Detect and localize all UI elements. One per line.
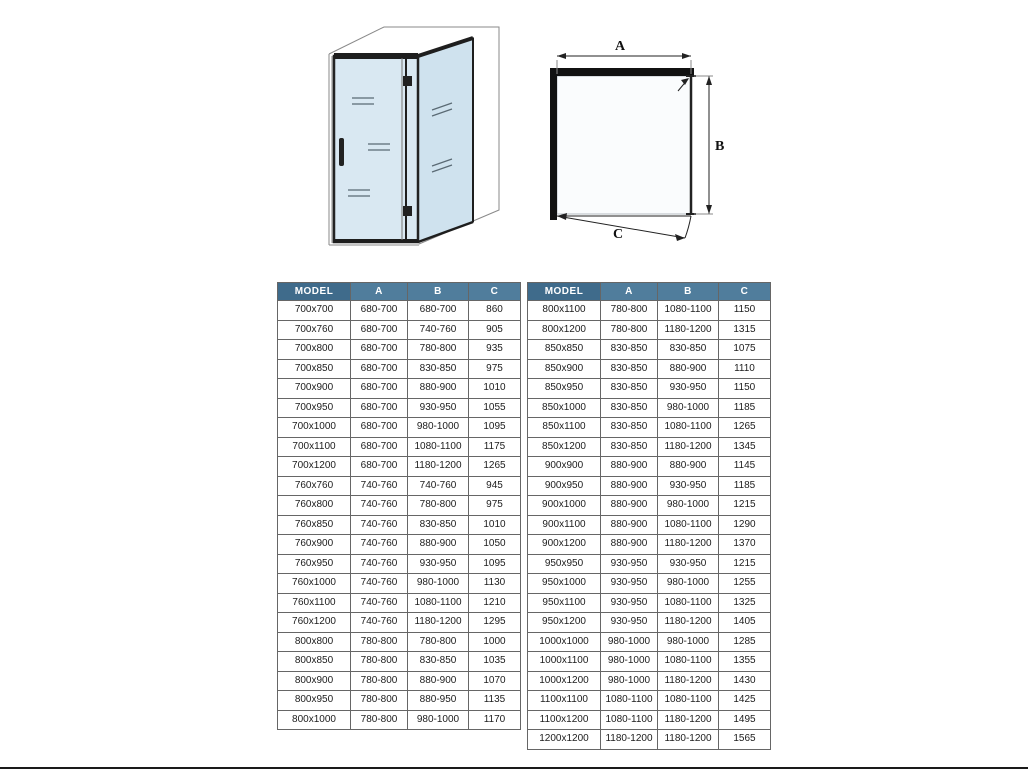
table-row: [278, 652, 521, 672]
table-cell: 760x1100: [278, 593, 351, 613]
table-cell: 740-760: [351, 613, 408, 633]
table-cell: 1150: [719, 301, 771, 321]
table-cell: 880-900: [658, 359, 719, 379]
table-cell: 680-700: [351, 437, 408, 457]
table-cell: 935: [469, 340, 521, 360]
table-cell: 1295: [469, 613, 521, 633]
table-cell: 900x1200: [528, 535, 601, 555]
table-cell: 1145: [719, 457, 771, 477]
table-cell: 830-850: [408, 359, 469, 379]
door-handle: [339, 138, 344, 166]
table-cell: 1180-1200: [658, 437, 719, 457]
table-cell: 700x950: [278, 398, 351, 418]
header-cell-model: MODEL: [528, 283, 601, 301]
header-cell-c: C: [719, 283, 771, 301]
table-cell: 760x900: [278, 535, 351, 555]
table-row: [278, 476, 521, 496]
table-cell: 1180-1200: [408, 457, 469, 477]
table-cell: 950x950: [528, 554, 601, 574]
table-cell: 930-950: [601, 593, 658, 613]
table-cell: 975: [469, 496, 521, 516]
table-row: [278, 496, 521, 516]
table-row: [278, 359, 521, 379]
table-cell: 1010: [469, 515, 521, 535]
table-row: [528, 340, 771, 360]
table-cell: 800x850: [278, 652, 351, 672]
table-cell: 1180-1200: [658, 320, 719, 340]
table-row: [528, 437, 771, 457]
table-cell: 860: [469, 301, 521, 321]
table-cell: 1325: [719, 593, 771, 613]
table-row: [528, 418, 771, 438]
label-a: A: [614, 39, 626, 54]
table-cell: 1000x1100: [528, 652, 601, 672]
table-cell: 880-900: [601, 476, 658, 496]
table-cell: 900x1000: [528, 496, 601, 516]
table-cell: 930-950: [408, 398, 469, 418]
table-row: [528, 691, 771, 711]
table-cell: 830-850: [601, 437, 658, 457]
table-cell: 780-800: [601, 320, 658, 340]
table-cell: 1175: [469, 437, 521, 457]
table-cell: 1150: [719, 379, 771, 399]
table-cell: 680-700: [351, 320, 408, 340]
table-cell: 950x1200: [528, 613, 601, 633]
table-cell: 1095: [469, 554, 521, 574]
table-cell: 1080-1100: [658, 593, 719, 613]
table-row: [528, 671, 771, 691]
table-cell: 850x950: [528, 379, 601, 399]
table-cell: 760x850: [278, 515, 351, 535]
table-cell: 980-1000: [658, 632, 719, 652]
table-cell: 1080-1100: [658, 652, 719, 672]
table-cell: 780-800: [601, 301, 658, 321]
table-cell: 980-1000: [658, 496, 719, 516]
table-cell: 780-800: [351, 710, 408, 730]
table-cell: 780-800: [351, 652, 408, 672]
table-cell: 1035: [469, 652, 521, 672]
table-cell: 740-760: [351, 574, 408, 594]
table-cell: 1070: [469, 671, 521, 691]
table-row: [278, 457, 521, 477]
table-cell: 880-900: [658, 457, 719, 477]
table-row: [528, 476, 771, 496]
table-cell: 1000x1000: [528, 632, 601, 652]
door-swing: [557, 213, 691, 242]
table-cell: 700x1200: [278, 457, 351, 477]
header-row: [528, 283, 771, 301]
table-cell: 880-900: [601, 457, 658, 477]
table-cell: 700x800: [278, 340, 351, 360]
table-cell: 680-700: [351, 379, 408, 399]
table-cell: 930-950: [658, 476, 719, 496]
header-cell-b: B: [658, 283, 719, 301]
table-cell: 1405: [719, 613, 771, 633]
plan-view-svg: [528, 28, 752, 264]
table-cell: 1185: [719, 398, 771, 418]
table-cell: 1080-1100: [658, 418, 719, 438]
table-cell: 1315: [719, 320, 771, 340]
table-cell: 880-900: [408, 671, 469, 691]
table-cell: 800x1200: [528, 320, 601, 340]
table-cell: 950x1000: [528, 574, 601, 594]
table-cell: 1265: [469, 457, 521, 477]
table-cell: 975: [469, 359, 521, 379]
table-cell: 680-700: [351, 340, 408, 360]
table-cell: 1255: [719, 574, 771, 594]
table-cell: 800x1000: [278, 710, 351, 730]
table-row: [528, 379, 771, 399]
table-row: [528, 613, 771, 633]
bottom-rule: [0, 767, 1028, 769]
table-row: [278, 301, 521, 321]
table-cell: 830-850: [601, 359, 658, 379]
table-cell: 1285: [719, 632, 771, 652]
table-cell: 1565: [719, 730, 771, 750]
table-cell: 1075: [719, 340, 771, 360]
table-row: [528, 398, 771, 418]
table-cell: 1180-1200: [658, 671, 719, 691]
table-cell: 930-950: [658, 379, 719, 399]
table-cell: 1370: [719, 535, 771, 555]
table-cell: 980-1000: [408, 418, 469, 438]
table-cell: 740-760: [408, 320, 469, 340]
table-cell: 1180-1200: [658, 613, 719, 633]
table-row: [528, 710, 771, 730]
label-c: C: [612, 227, 624, 242]
left-spec-table: [277, 282, 521, 730]
table-cell: 1080-1100: [408, 593, 469, 613]
table-cell: 1345: [719, 437, 771, 457]
table-cell: 740-760: [408, 476, 469, 496]
table-cell: 1180-1200: [658, 730, 719, 750]
left-wall: [550, 68, 557, 220]
header-cell-b: B: [408, 283, 469, 301]
table-cell: 800x900: [278, 671, 351, 691]
table-cell: 1185: [719, 476, 771, 496]
size-table-right: [527, 282, 758, 750]
table-row: [278, 574, 521, 594]
table-cell: 800x950: [278, 691, 351, 711]
table-cell: 830-850: [408, 652, 469, 672]
dimension-b: [694, 76, 724, 214]
table-cell: 900x900: [528, 457, 601, 477]
table-cell: 1210: [469, 593, 521, 613]
table-cell: 1130: [469, 574, 521, 594]
table-cell: 1080-1100: [658, 301, 719, 321]
table-cell: 1095: [469, 418, 521, 438]
table-cell: 830-850: [601, 379, 658, 399]
table-cell: 980-1000: [601, 652, 658, 672]
table-row: [278, 340, 521, 360]
enclosure-footprint: [557, 76, 691, 214]
table-cell: 1055: [469, 398, 521, 418]
table-cell: 1080-1100: [601, 710, 658, 730]
enclosure-3d-svg: [236, 14, 508, 278]
table-cell: 760x950: [278, 554, 351, 574]
table-cell: 740-760: [351, 476, 408, 496]
table-cell: 980-1000: [658, 398, 719, 418]
table-row: [528, 632, 771, 652]
table-cell: 1010: [469, 379, 521, 399]
label-b: B: [715, 139, 725, 154]
table-cell: 980-1000: [601, 671, 658, 691]
table-cell: 780-800: [351, 671, 408, 691]
top-wall: [550, 68, 694, 76]
table-cell: 680-700: [351, 359, 408, 379]
table-cell: 830-850: [658, 340, 719, 360]
table-row: [278, 593, 521, 613]
table-cell: 1170: [469, 710, 521, 730]
table-cell: 830-850: [408, 515, 469, 535]
table-row: [528, 457, 771, 477]
table-cell: 830-850: [601, 398, 658, 418]
table-row: [528, 652, 771, 672]
hinged-door-panel: [334, 53, 418, 242]
table-cell: 740-760: [351, 535, 408, 555]
table-cell: 780-800: [408, 340, 469, 360]
table-cell: 1100x1200: [528, 710, 601, 730]
table-cell: 850x1100: [528, 418, 601, 438]
table-row: [528, 301, 771, 321]
table-cell: 680-700: [351, 457, 408, 477]
table-cell: 800x800: [278, 632, 351, 652]
table-row: [278, 418, 521, 438]
header-cell-a: A: [601, 283, 658, 301]
table-cell: 680-700: [408, 301, 469, 321]
table-cell: 1080-1100: [658, 515, 719, 535]
table-cell: 900x1100: [528, 515, 601, 535]
table-cell: 760x800: [278, 496, 351, 516]
table-cell: 1180-1200: [601, 730, 658, 750]
table-cell: 1100x1100: [528, 691, 601, 711]
table-cell: 780-800: [351, 691, 408, 711]
table-cell: 1290: [719, 515, 771, 535]
header-row: [278, 283, 521, 301]
table-row: [278, 535, 521, 555]
table-row: [278, 554, 521, 574]
table-row: [528, 515, 771, 535]
table-cell: 945: [469, 476, 521, 496]
table-cell: 700x700: [278, 301, 351, 321]
size-table-left: [277, 282, 508, 730]
table-cell: 700x760: [278, 320, 351, 340]
table-row: [528, 496, 771, 516]
table-row: [278, 710, 521, 730]
top-hinge: [403, 76, 412, 86]
table-cell: 1000x1200: [528, 671, 601, 691]
table-cell: 700x900: [278, 379, 351, 399]
table-cell: 1215: [719, 496, 771, 516]
table-cell: 900x950: [528, 476, 601, 496]
table-cell: 1430: [719, 671, 771, 691]
table-row: [278, 632, 521, 652]
table-row: [528, 320, 771, 340]
table-cell: 740-760: [351, 515, 408, 535]
table-cell: 1050: [469, 535, 521, 555]
table-cell: 740-760: [351, 593, 408, 613]
table-row: [528, 574, 771, 594]
table-cell: 1215: [719, 554, 771, 574]
table-cell: 700x1100: [278, 437, 351, 457]
table-cell: 1200x1200: [528, 730, 601, 750]
table-cell: 780-800: [408, 632, 469, 652]
table-cell: 680-700: [351, 398, 408, 418]
table-cell: 980-1000: [408, 574, 469, 594]
table-cell: 1080-1100: [601, 691, 658, 711]
table-cell: 930-950: [408, 554, 469, 574]
side-glass-panel: [418, 38, 473, 242]
bottom-hinge: [403, 206, 412, 216]
table-cell: 1110: [719, 359, 771, 379]
table-cell: 950x1100: [528, 593, 601, 613]
table-cell: 905: [469, 320, 521, 340]
header-cell-c: C: [469, 283, 521, 301]
table-row: [278, 379, 521, 399]
table-cell: 830-850: [601, 418, 658, 438]
table-row: [278, 398, 521, 418]
table-cell: 930-950: [658, 554, 719, 574]
table-cell: 760x760: [278, 476, 351, 496]
table-cell: 880-900: [408, 535, 469, 555]
table-cell: 930-950: [601, 613, 658, 633]
table-row: [278, 320, 521, 340]
table-row: [278, 515, 521, 535]
table-cell: 740-760: [351, 554, 408, 574]
table-cell: 830-850: [601, 340, 658, 360]
table-cell: 850x900: [528, 359, 601, 379]
table-row: [278, 671, 521, 691]
table-cell: 740-760: [351, 496, 408, 516]
table-cell: 700x1000: [278, 418, 351, 438]
table-cell: 930-950: [601, 554, 658, 574]
table-cell: 780-800: [351, 632, 408, 652]
table-cell: 1180-1200: [408, 613, 469, 633]
table-cell: 980-1000: [408, 710, 469, 730]
table-cell: 880-900: [601, 515, 658, 535]
table-cell: 760x1000: [278, 574, 351, 594]
table-row: [278, 437, 521, 457]
table-cell: 1180-1200: [658, 710, 719, 730]
table-cell: 850x1200: [528, 437, 601, 457]
right-spec-table: [527, 282, 771, 750]
table-cell: 680-700: [351, 301, 408, 321]
table-cell: 680-700: [351, 418, 408, 438]
table-row: [528, 593, 771, 613]
table-cell: 1000: [469, 632, 521, 652]
table-row: [278, 613, 521, 633]
table-cell: 850x850: [528, 340, 601, 360]
table-cell: 780-800: [408, 496, 469, 516]
shower-enclosure-3d-drawing: [236, 14, 508, 278]
table-row: [528, 535, 771, 555]
table-cell: 1425: [719, 691, 771, 711]
table-cell: 1080-1100: [408, 437, 469, 457]
table-cell: 1180-1200: [658, 535, 719, 555]
table-cell: 880-900: [601, 535, 658, 555]
table-cell: 980-1000: [601, 632, 658, 652]
table-cell: 850x1000: [528, 398, 601, 418]
table-cell: 1355: [719, 652, 771, 672]
table-row: [528, 554, 771, 574]
table-row: [528, 730, 771, 750]
table-cell: 760x1200: [278, 613, 351, 633]
table-cell: 1080-1100: [658, 691, 719, 711]
table-cell: 880-900: [408, 379, 469, 399]
table-cell: 1135: [469, 691, 521, 711]
plan-view-diagram: [528, 28, 752, 264]
table-cell: 980-1000: [658, 574, 719, 594]
table-cell: 1265: [719, 418, 771, 438]
header-cell-a: A: [351, 283, 408, 301]
header-cell-model: MODEL: [278, 283, 351, 301]
table-cell: 800x1100: [528, 301, 601, 321]
table-cell: 1495: [719, 710, 771, 730]
table-cell: 880-950: [408, 691, 469, 711]
table-cell: 880-900: [601, 496, 658, 516]
table-row: [528, 359, 771, 379]
table-row: [278, 691, 521, 711]
table-cell: 930-950: [601, 574, 658, 594]
table-cell: 700x850: [278, 359, 351, 379]
